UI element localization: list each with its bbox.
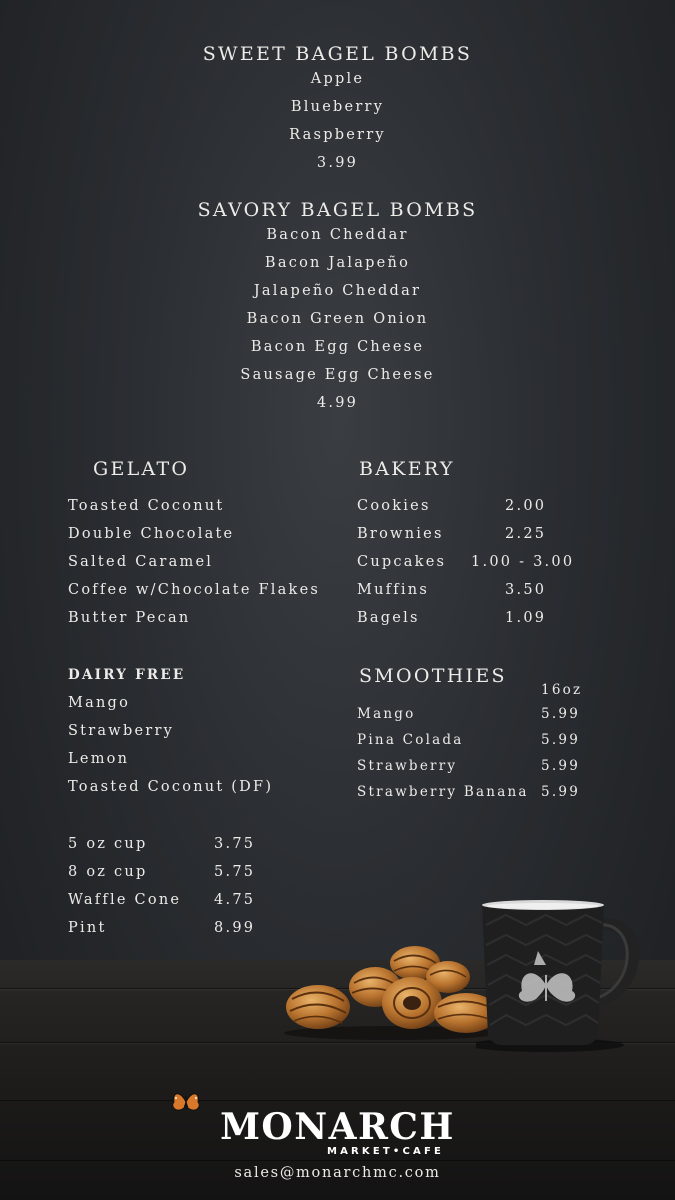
sweet-price: 3.99: [316, 155, 359, 171]
dairy-free-item: Toasted Coconut (DF): [68, 779, 274, 795]
smoothie-name: Strawberry: [357, 758, 458, 774]
smoothie-price: 5.99: [541, 784, 581, 800]
sweet-item-raspberry: Raspberry: [289, 127, 386, 143]
bakery-item-name: Muffins: [357, 582, 430, 598]
savory-item: Sausage Egg Cheese: [240, 367, 435, 383]
gelato-size-name: 5 oz cup: [68, 836, 148, 852]
gelato-flavor: Butter Pecan: [68, 610, 191, 626]
bakery-item-name: Brownies: [357, 526, 444, 542]
gelato-size-price: 3.75: [214, 836, 256, 852]
brand-tagline: MARKET•CAFE: [326, 1146, 445, 1157]
smoothies-title: SMOOTHIES: [359, 665, 507, 687]
dairy-free-item: Strawberry: [68, 723, 175, 739]
sweet-item-blueberry: Blueberry: [290, 99, 385, 115]
bakery-item-name: Cupcakes: [357, 554, 447, 570]
dairy-free-item: Mango: [68, 695, 131, 711]
bakery-item-price: 1.09: [505, 610, 547, 626]
bakery-item-price: 3.50: [505, 582, 547, 598]
gelato-title: GELATO: [93, 458, 190, 480]
savory-title: SAVORY BAGEL BOMBS: [197, 199, 478, 221]
bakery-item-name: Bagels: [357, 610, 420, 626]
gelato-flavor: Toasted Coconut: [68, 498, 225, 514]
smoothie-price: 5.99: [541, 732, 581, 748]
gelato-flavor: Coffee w/Chocolate Flakes: [68, 582, 321, 598]
dairy-free-title: DAIRY FREE: [68, 667, 186, 683]
gelato-size-price: 8.99: [214, 920, 256, 936]
bakery-title: BAKERY: [359, 458, 455, 480]
gelato-size-name: 8 oz cup: [68, 864, 148, 880]
gelato-size-name: Pint: [68, 920, 107, 936]
sweet-item-apple: Apple: [310, 71, 365, 87]
sweet-title: SWEET BAGEL BOMBS: [202, 43, 473, 65]
coffee-mug-image: [476, 895, 646, 1055]
bakery-item-price: 2.25: [505, 526, 547, 542]
smoothie-price: 5.99: [541, 706, 581, 722]
savory-item: Bacon Jalapeño: [264, 255, 411, 271]
bakery-item-price: 2.00: [505, 498, 547, 514]
smoothie-name: Mango: [357, 706, 416, 722]
croissants-image: [280, 935, 505, 1040]
smoothie-name: Pina Colada: [357, 732, 464, 748]
savory-item: Bacon Cheddar: [266, 227, 409, 243]
bakery-item-price: 1.00 - 3.00: [471, 554, 575, 570]
smoothie-price: 5.99: [541, 758, 581, 774]
gelato-size-price: 4.75: [214, 892, 256, 908]
dairy-free-item: Lemon: [68, 751, 130, 767]
gelato-flavor: Salted Caramel: [68, 554, 214, 570]
savory-item: Jalapeño Cheddar: [253, 283, 422, 299]
savory-item: Bacon Green Onion: [246, 311, 429, 327]
bakery-item-name: Cookies: [357, 498, 431, 514]
smoothies-size: 16oz: [541, 682, 583, 698]
gelato-size-name: Waffle Cone: [68, 892, 182, 908]
savory-item: Bacon Egg Cheese: [250, 339, 425, 355]
gelato-size-price: 5.75: [214, 864, 256, 880]
savory-price: 4.99: [316, 395, 359, 411]
brand-name: MONARCH: [220, 1106, 455, 1148]
gelato-flavor: Double Chocolate: [68, 526, 235, 542]
smoothie-name: Strawberry Banana: [357, 784, 529, 800]
contact-email[interactable]: sales@monarchmc.com: [234, 1165, 441, 1181]
